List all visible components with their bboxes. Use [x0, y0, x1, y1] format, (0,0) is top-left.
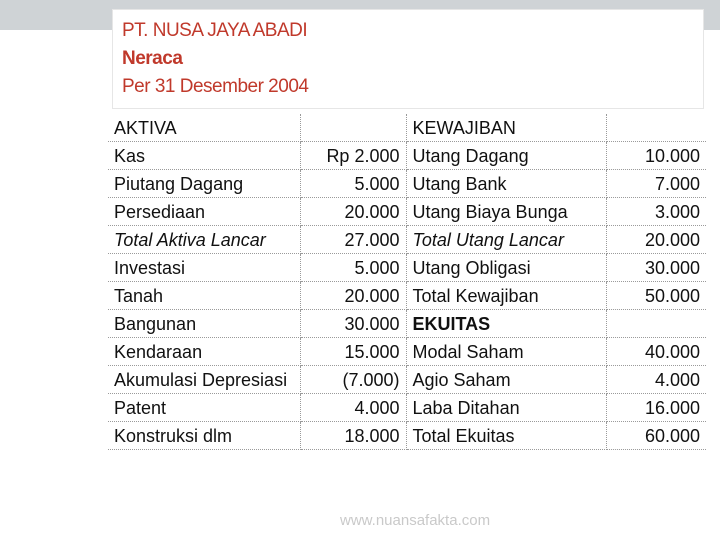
- asset-label: Kendaraan: [108, 338, 300, 366]
- liability-label: Utang Obligasi: [406, 254, 606, 282]
- watermark: www.nuansafakta.com: [340, 512, 491, 529]
- liability-label: Total Utang Lancar: [406, 226, 606, 254]
- asset-label: Akumulasi Depresiasi: [108, 366, 300, 394]
- liability-label: Modal Saham: [406, 338, 606, 366]
- asset-label: Piutang Dagang: [108, 170, 300, 198]
- liability-label: Total Ekuitas: [406, 422, 606, 450]
- statement-title: Neraca: [122, 48, 183, 69]
- table-row: [108, 310, 706, 338]
- table-row: [108, 170, 706, 198]
- asset-value: 15.000: [300, 338, 406, 366]
- asset-value: 4.000: [300, 394, 406, 422]
- asset-label: Investasi: [108, 254, 300, 282]
- asset-value: 27.000: [300, 226, 406, 254]
- asset-value: 5.000: [300, 254, 406, 282]
- liabilities-heading-value: [606, 114, 706, 142]
- asset-label: Persediaan: [108, 198, 300, 226]
- balance-sheet: [108, 114, 708, 544]
- table-row: [108, 422, 706, 450]
- table-row: [108, 198, 706, 226]
- liability-value: 50.000: [606, 282, 706, 310]
- liability-value: 30.000: [606, 254, 706, 282]
- liability-value: 20.000: [606, 226, 706, 254]
- asset-value: 18.000: [300, 422, 406, 450]
- asset-label: Kas: [108, 142, 300, 170]
- statement-header: [113, 10, 703, 108]
- assets-heading-value: [300, 114, 406, 142]
- table-row: [108, 142, 706, 170]
- liability-value: [606, 310, 706, 338]
- liability-label: Utang Biaya Bunga: [406, 198, 606, 226]
- liability-value: 60.000: [606, 422, 706, 450]
- table-row: [108, 338, 706, 366]
- liability-value: 40.000: [606, 338, 706, 366]
- statement-period: Per 31 Desember 2004: [122, 76, 309, 97]
- asset-value: Rp 2.000: [300, 142, 406, 170]
- table-row: [108, 394, 706, 422]
- table-row: [108, 366, 706, 394]
- equity-heading: EKUITAS: [406, 310, 606, 338]
- asset-value: (7.000): [300, 366, 406, 394]
- balance-table: [108, 114, 706, 450]
- liability-label: Agio Saham: [406, 366, 606, 394]
- asset-value: 5.000: [300, 170, 406, 198]
- liability-label: Total Kewajiban: [406, 282, 606, 310]
- asset-value: 30.000: [300, 310, 406, 338]
- liability-label: Utang Bank: [406, 170, 606, 198]
- table-row: [108, 254, 706, 282]
- asset-label: Konstruksi dlm: [108, 422, 300, 450]
- liability-value: 10.000: [606, 142, 706, 170]
- liability-value: 7.000: [606, 170, 706, 198]
- asset-label: Patent: [108, 394, 300, 422]
- table-row: [108, 282, 706, 310]
- liability-label: Laba Ditahan: [406, 394, 606, 422]
- table-row: [108, 226, 706, 254]
- liability-value: 3.000: [606, 198, 706, 226]
- table-row-headings: [108, 114, 706, 142]
- asset-label: Bangunan: [108, 310, 300, 338]
- company-name: PT. NUSA JAYA ABADI: [122, 20, 308, 41]
- liability-label: Utang Dagang: [406, 142, 606, 170]
- asset-label: Total Aktiva Lancar: [108, 226, 300, 254]
- liability-value: 4.000: [606, 366, 706, 394]
- liabilities-heading: KEWAJIBAN: [406, 114, 606, 142]
- liability-value: 16.000: [606, 394, 706, 422]
- asset-value: 20.000: [300, 198, 406, 226]
- asset-label: Tanah: [108, 282, 300, 310]
- assets-heading: AKTIVA: [108, 114, 300, 142]
- asset-value: 20.000: [300, 282, 406, 310]
